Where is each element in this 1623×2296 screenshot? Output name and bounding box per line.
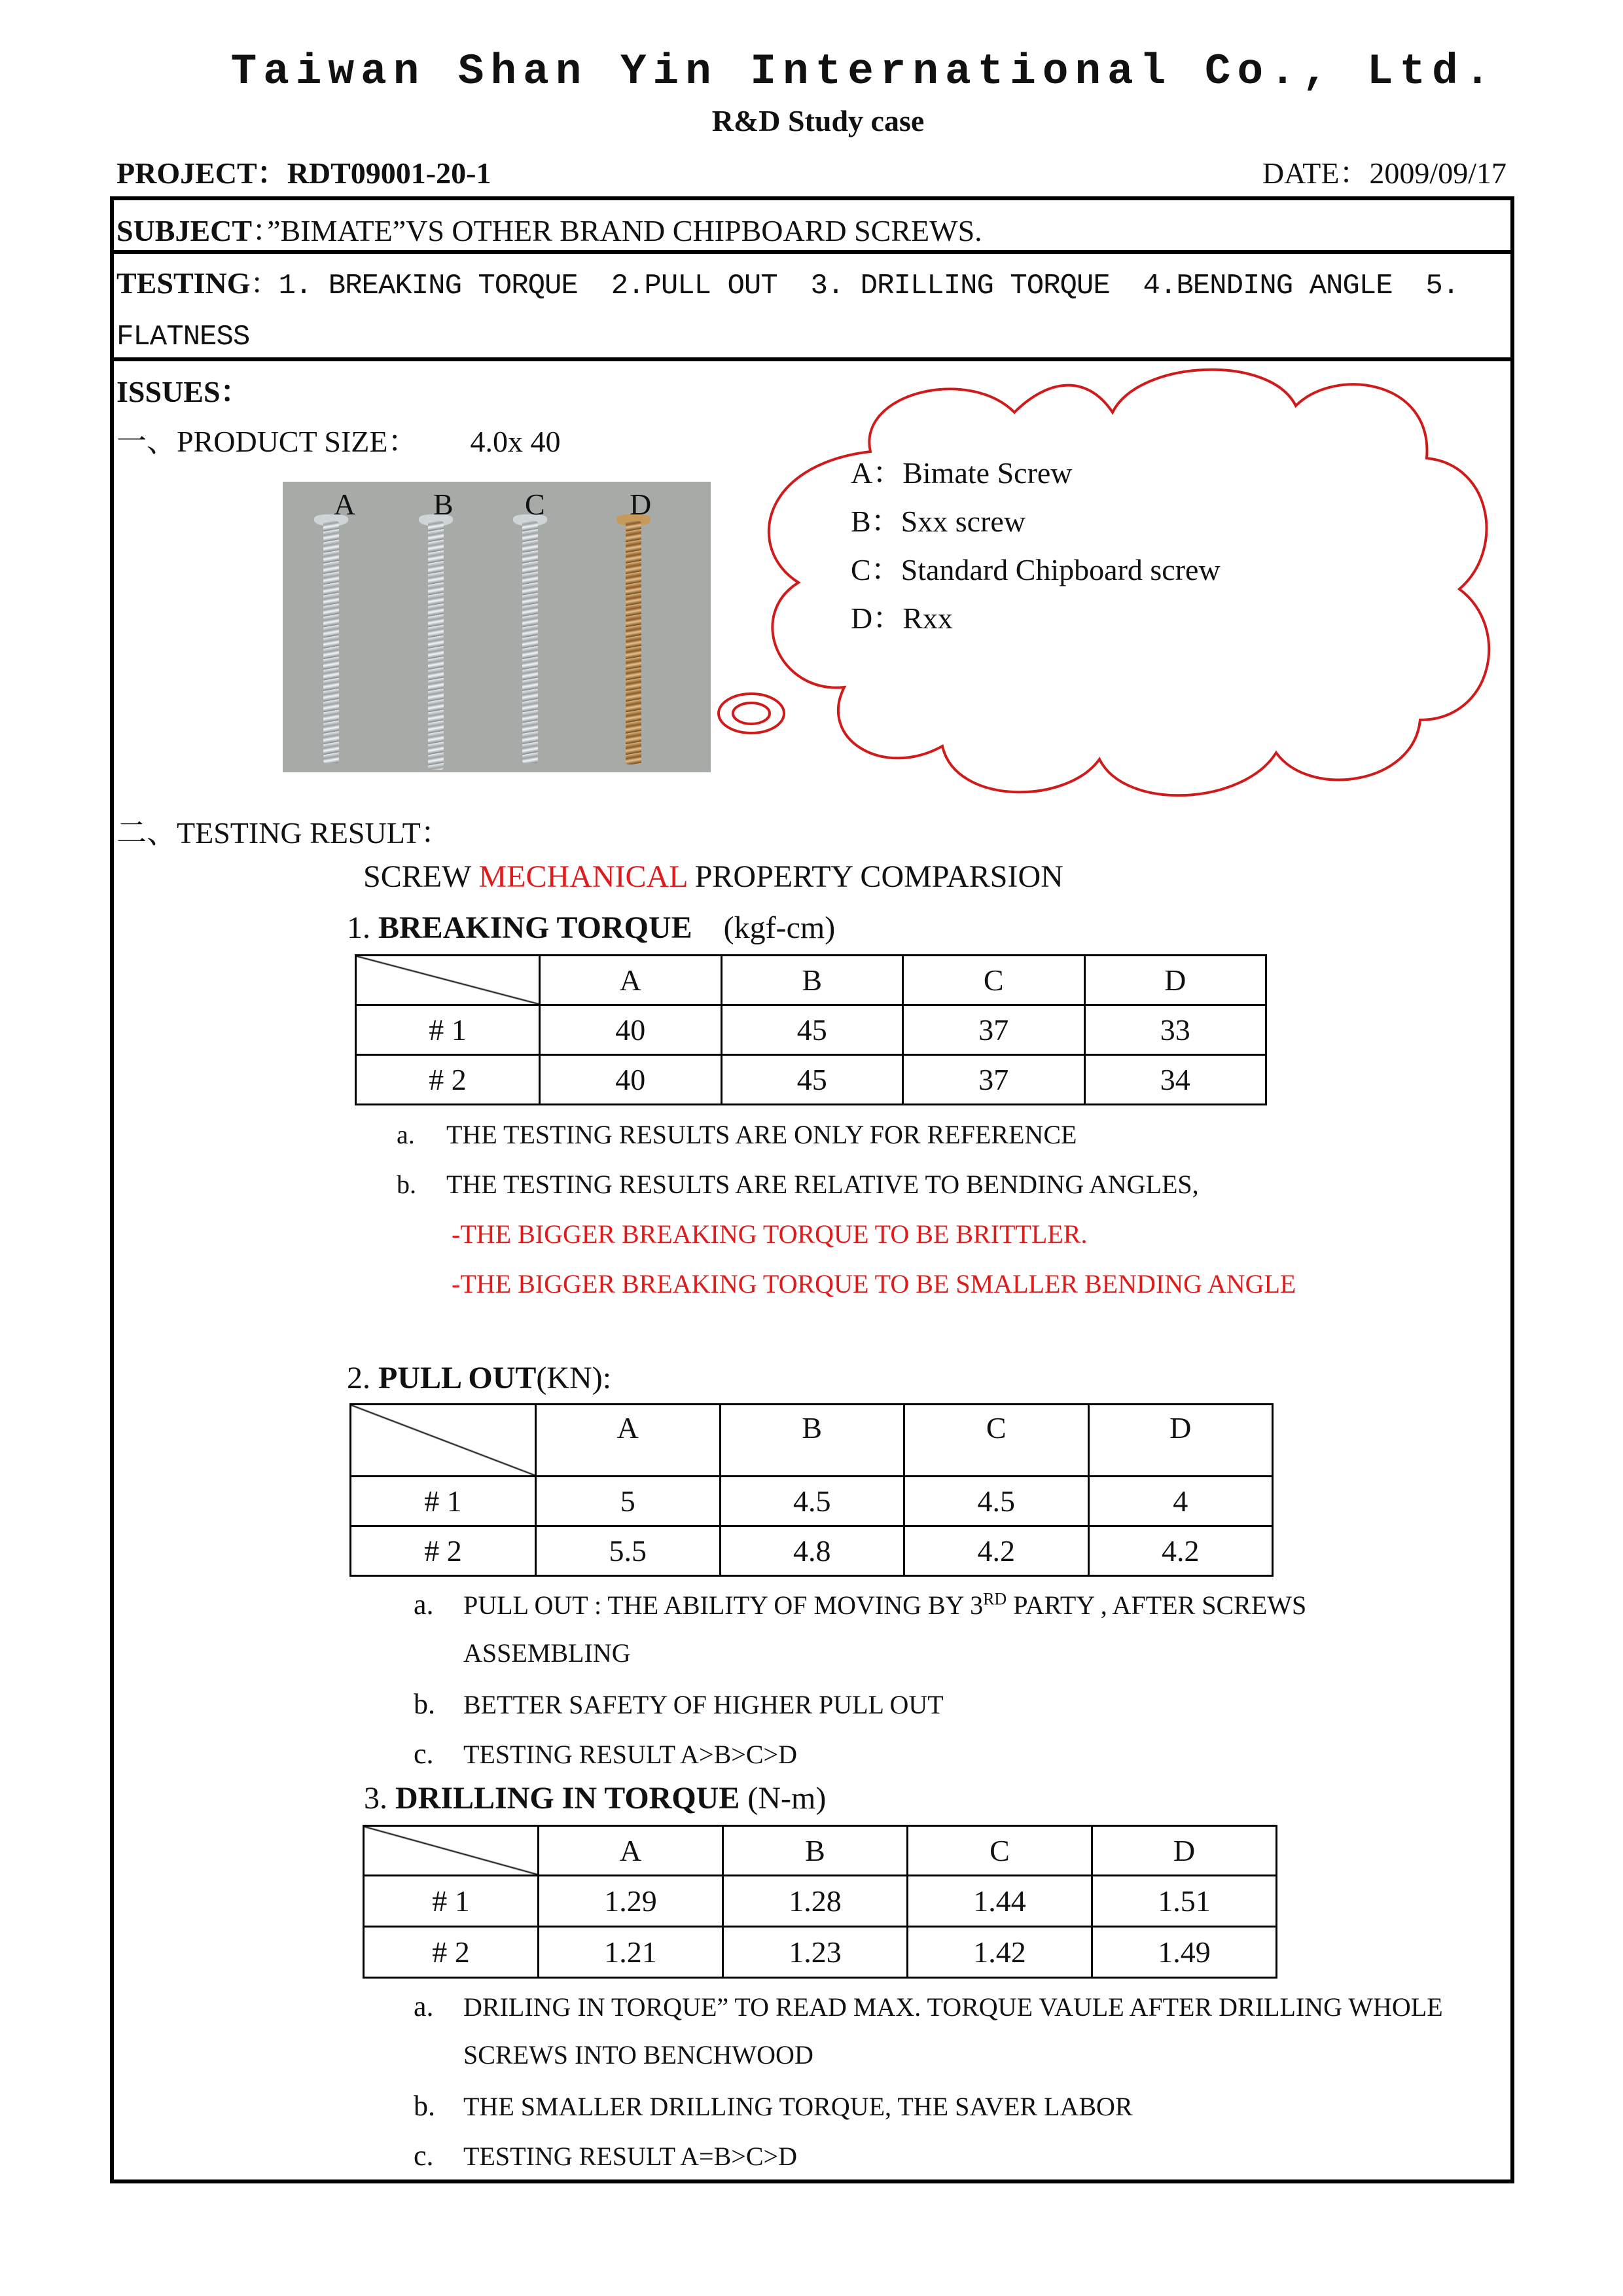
breaking-torque-heading <box>347 910 835 946</box>
note-mark: a. <box>397 1120 415 1149</box>
table-cell: 5.5 <box>536 1526 721 1576</box>
project-value: RDT09001-20-1 <box>287 156 491 190</box>
row-label: # 1 <box>364 1876 539 1927</box>
photo-label-a: A <box>334 488 356 521</box>
note-a-cont: ASSEMBLING <box>463 1638 631 1668</box>
section-unit: (KN): <box>536 1361 612 1395</box>
table-row <box>351 1477 1273 1526</box>
testing-items-cont: FLATNESS <box>116 321 250 353</box>
section-num: 2. <box>347 1361 378 1395</box>
note-a <box>414 1990 1443 2023</box>
note-a <box>414 1588 1306 1621</box>
testing-result-heading: 二、TESTING RESULT： <box>116 816 451 850</box>
note-mark: b. <box>414 1688 435 1720</box>
col-header: B <box>721 956 903 1005</box>
screw-b <box>428 521 444 770</box>
product-size-line <box>116 418 560 461</box>
note-text: THE TESTING RESULTS ARE ONLY FOR REFERENCE <box>446 1120 1077 1149</box>
table-cell: 33 <box>1084 1005 1266 1055</box>
col-header: B <box>720 1405 904 1477</box>
row-label: # 2 <box>356 1055 540 1105</box>
table-cell: 45 <box>721 1005 903 1055</box>
section-unit: (N-m) <box>740 1781 827 1816</box>
table-cell: 4.5 <box>720 1477 904 1526</box>
note-mark: b. <box>414 2090 435 2122</box>
photo-label-c: C <box>525 488 545 521</box>
table-cell: 34 <box>1084 1055 1266 1105</box>
product-size-label: 一、PRODUCT SIZE： <box>116 425 418 458</box>
comparison-title <box>363 859 1063 895</box>
table-row <box>351 1526 1273 1576</box>
table-cell: 1.23 <box>723 1927 908 1978</box>
pull-out-heading <box>347 1360 611 1396</box>
col-header: A <box>540 956 722 1005</box>
section-title: PULL OUT <box>378 1361 537 1395</box>
drilling-torque-heading <box>364 1780 826 1816</box>
col-header: D <box>1092 1826 1277 1876</box>
subject-text: ：”BIMATE”VS OTHER BRAND CHIPBOARD SCREWS. <box>252 214 982 247</box>
note-sup: RD <box>983 1589 1007 1609</box>
red-note-1: -THE BIGGER BREAKING TORQUE TO BE BRITTLER. <box>452 1219 1088 1249</box>
table-cell: 37 <box>903 1005 1085 1055</box>
issues-label: ISSUES： <box>116 375 251 408</box>
corner-cell <box>356 956 540 1005</box>
table-cell: 4.5 <box>904 1477 1089 1526</box>
thought-cloud-shape <box>707 353 1518 825</box>
document-subtitle: R&D Study case <box>711 104 925 137</box>
product-size-value: 4.0x 40 <box>470 425 561 458</box>
note-mark: b. <box>397 1170 416 1199</box>
section-num: 1. <box>347 910 378 945</box>
table-cell: 4.8 <box>720 1526 904 1576</box>
row-label: # 1 <box>351 1477 536 1526</box>
note-text: TESTING RESULT A=B>C>D <box>463 2142 797 2171</box>
note-a <box>397 1119 1077 1150</box>
note-text: DRILING IN TORQUE” TO READ MAX. TORQUE VAULE AFTER DRILLING WHOLE <box>463 1992 1443 2022</box>
section-title: DRILLING IN TORQUE <box>395 1781 740 1816</box>
divider <box>110 250 1514 254</box>
table-row <box>364 1927 1277 1978</box>
table-cell: 1.49 <box>1092 1927 1277 1978</box>
testing-label: TESTING <box>116 266 251 300</box>
table-row <box>356 1005 1266 1055</box>
row-label: # 1 <box>356 1005 540 1055</box>
col-header: C <box>904 1405 1089 1477</box>
note-a-cont: SCREWS INTO BENCHWOOD <box>463 2040 813 2070</box>
note-text: PULL OUT : THE ABILITY OF MOVING BY 3 <box>463 1590 984 1620</box>
note-b <box>397 1169 1199 1200</box>
screw-d <box>626 521 641 764</box>
table-cell: 4 <box>1088 1477 1273 1526</box>
table-cell: 4.2 <box>1088 1526 1273 1576</box>
photo-label-d: D <box>630 488 652 521</box>
table-row <box>364 1876 1277 1927</box>
breaking-torque-table <box>355 954 1267 1105</box>
screw-a <box>323 521 339 763</box>
drilling-torque-table <box>363 1825 1277 1979</box>
legend-a: A：Bimate Screw <box>851 456 1073 490</box>
section-unit: (kgf-cm) <box>692 910 836 945</box>
table-cell: 45 <box>721 1055 903 1105</box>
table-cell: 1.44 <box>908 1876 1092 1927</box>
screw-photo <box>283 482 711 772</box>
section-title: BREAKING TORQUE <box>378 910 692 945</box>
col-header: A <box>539 1826 723 1876</box>
table-cell: 5 <box>536 1477 721 1526</box>
corner-cell <box>351 1405 536 1477</box>
row-label: # 2 <box>364 1927 539 1978</box>
comparison-red: MECHANICAL <box>478 859 687 894</box>
table-cell: 1.21 <box>539 1927 723 1978</box>
table-cell: 1.51 <box>1092 1876 1277 1927</box>
testing-items: ：1. BREAKING TORQUE 2.PULL OUT 3. DRILLING TORQUE 4.BENDING ANGLE 5. <box>250 270 1459 302</box>
legend-b: B：Sxx screw <box>851 505 1026 538</box>
subject-line <box>116 207 982 250</box>
col-header: C <box>908 1826 1092 1876</box>
note-mark: a. <box>414 1990 434 2022</box>
note-mark: c. <box>414 2140 434 2172</box>
screw-c <box>522 521 538 763</box>
note-c <box>414 2139 797 2172</box>
note-text: TESTING RESULT A>B>C>D <box>463 1740 797 1769</box>
legend-d: D：Rxx <box>851 601 953 635</box>
table-row <box>356 1055 1266 1105</box>
col-header: A <box>536 1405 721 1477</box>
subject-label: SUBJECT <box>116 214 253 247</box>
note-mark: c. <box>414 1738 434 1770</box>
table-cell: 1.42 <box>908 1927 1092 1978</box>
table-cell: 1.29 <box>539 1876 723 1927</box>
col-header: D <box>1084 956 1266 1005</box>
photo-label-b: B <box>433 488 454 521</box>
row-label: # 2 <box>351 1526 536 1576</box>
project-line <box>116 149 491 192</box>
note-b <box>414 2089 1133 2123</box>
note-text-post: PARTY , AFTER SCREWS <box>1007 1590 1307 1620</box>
table-cell: 40 <box>540 1005 722 1055</box>
red-note-2: -THE BIGGER BREAKING TORQUE TO BE SMALLER BENDING ANGLE <box>452 1269 1296 1299</box>
note-b <box>414 1687 944 1721</box>
section-num: 3. <box>364 1781 395 1816</box>
note-mark: a. <box>414 1588 434 1621</box>
table-cell: 1.28 <box>723 1876 908 1927</box>
pull-out-table <box>349 1403 1274 1577</box>
legend-c: C：Standard Chipboard screw <box>851 553 1221 586</box>
comparison-post: PROPERTY COMPARSION <box>687 859 1063 894</box>
date-line: DATE：2009/09/17 <box>1262 156 1507 190</box>
note-text: THE SMALLER DRILLING TORQUE, THE SAVER LABOR <box>463 2092 1133 2121</box>
corner-cell <box>364 1826 539 1876</box>
col-header: C <box>903 956 1085 1005</box>
comparison-pre: SCREW <box>363 859 479 894</box>
note-text: BETTER SAFETY OF HIGHER PULL OUT <box>463 1690 944 1719</box>
testing-line <box>116 259 1504 361</box>
col-header: B <box>723 1826 908 1876</box>
company-name: Taiwan Shan Yin International Co., Ltd. <box>230 47 1497 96</box>
note-text: THE TESTING RESULTS ARE RELATIVE TO BENDING ANGLES, <box>446 1170 1199 1199</box>
table-cell: 37 <box>903 1055 1085 1105</box>
col-header: D <box>1088 1405 1273 1477</box>
project-label: PROJECT： <box>116 156 287 190</box>
table-cell: 4.2 <box>904 1526 1089 1576</box>
table-cell: 40 <box>540 1055 722 1105</box>
note-c <box>414 1737 797 1770</box>
